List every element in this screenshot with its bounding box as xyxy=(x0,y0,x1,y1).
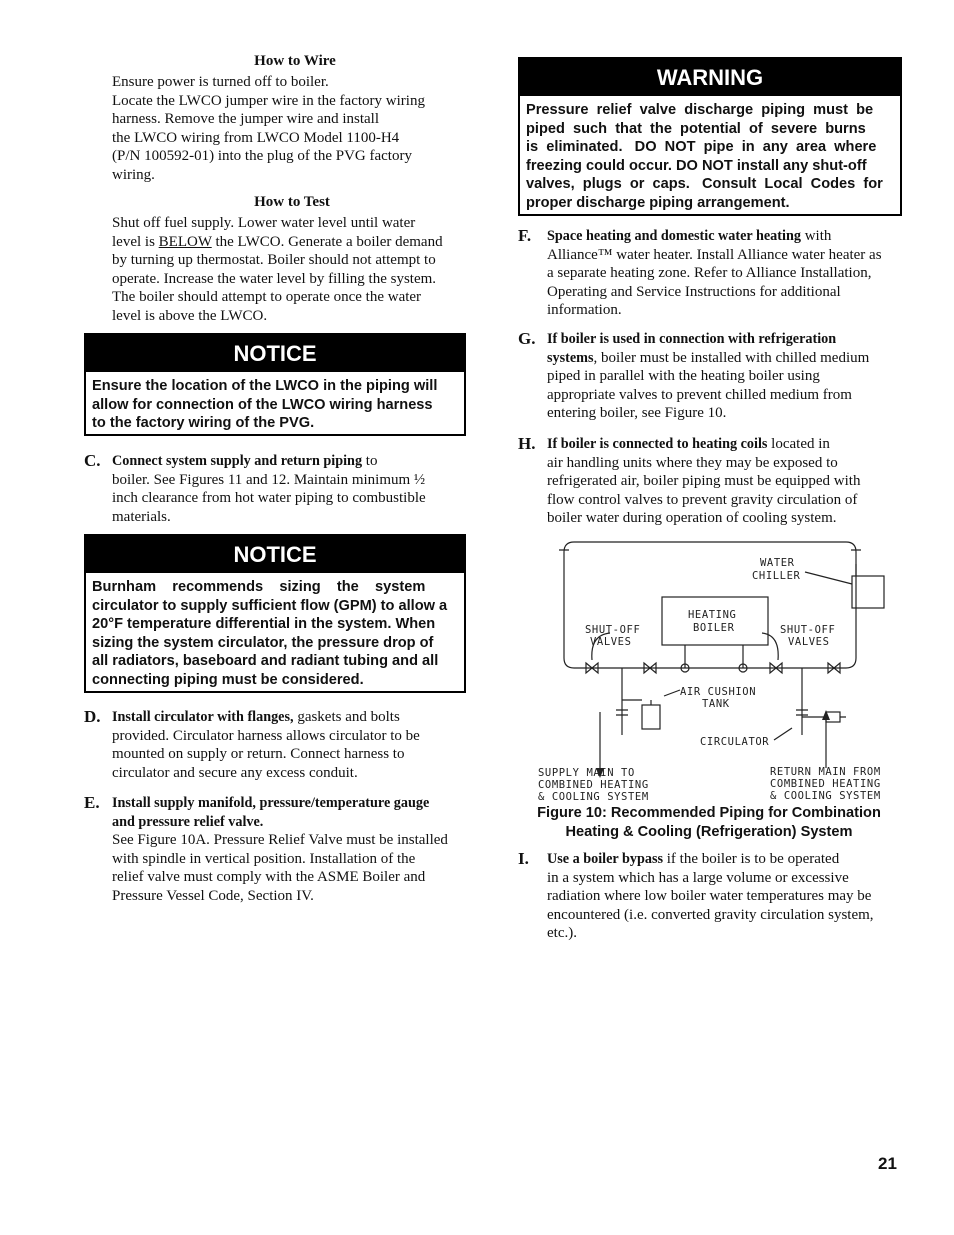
notice-title: NOTICE xyxy=(86,536,464,573)
text-line: to the factory wiring of the PVG. xyxy=(92,415,315,432)
text-line: connecting piping must be considered. xyxy=(92,671,364,688)
text-line: in a system which has a large volume or excessive xyxy=(547,869,849,886)
text-line: materials. xyxy=(112,508,171,525)
return-main-label: RETURN MAIN FROM COMBINED HEATING & COOLING SYSTEM xyxy=(770,766,881,802)
text-line: etc.). xyxy=(547,925,577,942)
text-fragment: gaskets and bolts xyxy=(293,709,400,725)
item-lead: Connect system supply and return piping xyxy=(112,453,363,469)
notice-box-circulator xyxy=(84,534,466,693)
text-line: operate. Increase the water level by filling the system. xyxy=(112,270,437,287)
item-lead: Space heating and domestic water heating xyxy=(547,228,801,244)
text-line: piped such that the potential of severe burns xyxy=(526,120,866,137)
text-fragment: if the boiler is to be operated xyxy=(663,851,840,867)
leader-line xyxy=(805,572,852,584)
text-line xyxy=(547,227,907,246)
item-lead: and pressure relief valve. xyxy=(112,813,264,830)
text-line: boiler water during operation of cooling system. xyxy=(547,510,837,527)
item-lead: Use a boiler bypass xyxy=(547,851,664,867)
text-fragment: with xyxy=(800,228,832,244)
how-to-test-text xyxy=(112,214,472,326)
item-lead: Install supply manifold, pressure/temperature gauge xyxy=(112,795,430,811)
text-line: mounted on supply or return. Connect harness to xyxy=(112,746,405,763)
text-fragment: the LWCO. Generate a boiler demand xyxy=(211,233,443,250)
water-chiller-unit xyxy=(852,576,884,608)
heating-boiler-label: HEATING BOILER xyxy=(688,609,737,634)
item-lead: systems xyxy=(547,349,594,366)
caption-line: Figure 10: Recommended Piping for Combination xyxy=(537,805,881,821)
text-fragment: located in xyxy=(767,436,830,452)
text-line: freezing could occur. DO NOT install any shut-off xyxy=(526,157,867,174)
notice-title: NOTICE xyxy=(86,335,464,372)
how-to-wire-heading: How to Wire xyxy=(254,53,336,69)
text-line: inch clearance from hot water piping to combustible xyxy=(112,490,426,507)
item-lead: If boiler is connected to heating coils xyxy=(547,436,768,452)
text-line: air handling units where they may be exposed to xyxy=(547,454,838,471)
item-lead: Install circulator with flanges, xyxy=(112,709,294,725)
text-line: information. xyxy=(547,302,622,319)
shutoff-valves-left-label: SHUT-OFF VALVES xyxy=(585,624,641,648)
text-line: harness. Remove the jumper wire and install xyxy=(112,111,380,128)
notice-text xyxy=(86,573,464,693)
text-line: entering boiler, see Figure 10. xyxy=(547,405,727,422)
leader-line xyxy=(664,690,680,696)
text-line: is eliminated. DO NOT pipe in any area where xyxy=(526,139,877,156)
item-lead: If boiler is used in connection with refrigeration xyxy=(547,331,837,347)
item-i-text xyxy=(547,850,907,943)
circulator-label: CIRCULATOR xyxy=(700,736,770,748)
item-g-text xyxy=(547,330,907,423)
text-line: boiler. See Figures 11 and 12. Maintain minimum ½ xyxy=(112,471,426,488)
text-line: Ensure power is turned off to boiler. xyxy=(112,74,329,90)
text-line: 20°F temperature differential in the system. When xyxy=(92,616,436,633)
item-e-text xyxy=(112,794,476,906)
text-line: Burnham recommends sizing the system xyxy=(92,579,426,595)
pipe xyxy=(685,645,743,668)
text-line: encountered (i.e. converted gravity circulation system, xyxy=(547,906,874,923)
item-h-text xyxy=(547,435,907,528)
supply-main-label: SUPPLY MAIN TO COMBINED HEATING & COOLING SYSTEM xyxy=(538,767,649,803)
text-line: Shut off fuel supply. Lower water level until water xyxy=(112,215,416,231)
page-number: 21 xyxy=(878,1154,897,1173)
text-line xyxy=(112,708,472,727)
text-line: sizing the system circulator, the pressure drop of xyxy=(92,634,434,651)
text-fragment: to xyxy=(362,453,378,469)
warning-box xyxy=(518,57,902,216)
text-line xyxy=(112,452,472,471)
warning-text xyxy=(520,96,900,216)
leader-line xyxy=(774,728,792,740)
text-line: the LWCO wiring from LWCO Model 1100-H4 xyxy=(112,129,400,146)
heating-boiler-unit xyxy=(662,597,768,645)
how-to-wire-text xyxy=(112,73,472,185)
item-letter-h: H. xyxy=(518,434,536,453)
text-line: level is above the LWCO. xyxy=(112,307,268,324)
text-line: flow control valves to prevent gravity circulation of xyxy=(547,491,858,508)
text-line: valves, plugs or caps. Consult Local Codes for xyxy=(526,176,883,193)
text-line: radiation where low boiler water temperatures may be xyxy=(547,888,872,905)
text-line: (P/N 100592-01) into the plug of the PVG factory xyxy=(112,148,412,165)
text-line: appropriate valves to prevent chilled medium from xyxy=(547,386,852,403)
text-line: wiring. xyxy=(112,166,155,183)
piping-diagram xyxy=(530,540,890,805)
caption-line: Heating & Cooling (Refrigeration) System xyxy=(565,824,853,840)
text-line: Locate the LWCO jumper wire in the factory wiring xyxy=(112,92,425,109)
item-letter-e: E. xyxy=(84,793,100,812)
item-letter-d: D. xyxy=(84,707,101,726)
text-line: proper discharge piping arrangement. xyxy=(526,194,790,211)
item-c-text xyxy=(112,452,472,526)
text-line: relief valve must comply with the ASME Boiler and xyxy=(112,869,426,886)
text-line: See Figure 10A. Pressure Relief Valve must be installed xyxy=(112,832,448,849)
how-to-test-heading: How to Test xyxy=(254,194,330,210)
text-line: circulator to supply sufficient flow (GPM) to allow a xyxy=(92,597,448,614)
shutoff-valves-right-label: SHUT-OFF VALVES xyxy=(780,624,836,648)
text-line: with spindle in vertical position. Installation of the xyxy=(112,850,416,867)
leader-line xyxy=(762,633,778,660)
item-letter-c: C. xyxy=(84,451,101,470)
text-line: by turning up thermostat. Boiler should not attempt to xyxy=(112,252,436,269)
notice-box-lwco xyxy=(84,333,466,436)
text-line: Pressure relief valve discharge piping must be xyxy=(526,102,874,118)
item-f-text xyxy=(547,227,907,320)
text-line: a separate heating zone. Refer to Alliance Installation, xyxy=(547,265,872,282)
text-line: Pressure Vessel Code, Section IV. xyxy=(112,887,314,904)
notice-text xyxy=(86,372,464,436)
warning-title: WARNING xyxy=(520,59,900,96)
air-cushion-tank-unit xyxy=(642,705,660,729)
text-line: Operating and Service Instructions for additional xyxy=(547,283,841,300)
water-chiller-label: WATER CHILLER xyxy=(752,557,801,582)
text-line: all radiators, baseboard and radiant tubing and all xyxy=(92,653,439,670)
text-fragment: , boiler must be installed with chilled medium xyxy=(593,349,870,366)
below-underlined: BELOW xyxy=(158,233,212,250)
text-line: provided. Circulator harness allows circulator to be xyxy=(112,727,420,744)
text-line xyxy=(547,850,907,869)
text-line xyxy=(112,233,472,252)
item-letter-g: G. xyxy=(518,329,536,348)
text-line xyxy=(547,435,907,454)
text-line: circulator and secure any excess conduit. xyxy=(112,764,358,781)
pipe xyxy=(564,658,856,668)
figure-caption xyxy=(510,804,908,842)
item-letter-i: I. xyxy=(518,849,529,868)
text-line: Alliance™ water heater. Install Alliance water heater as xyxy=(547,246,882,263)
text-line xyxy=(547,349,907,368)
item-letter-f: F. xyxy=(518,226,532,245)
text-line: allow for connection of the LWCO wiring harness xyxy=(92,396,433,413)
text-fragment: level is xyxy=(112,233,159,250)
air-cushion-tank-label: AIR CUSHION TANK xyxy=(680,686,757,710)
text-line: Ensure the location of the LWCO in the piping will xyxy=(92,378,438,394)
text-line: The boiler should attempt to operate once the water xyxy=(112,289,422,306)
text-line: piped in parallel with the heating boiler using xyxy=(547,368,820,385)
text-line: refrigerated air, boiler piping must be equipped with xyxy=(547,473,861,490)
item-d-text xyxy=(112,708,472,782)
